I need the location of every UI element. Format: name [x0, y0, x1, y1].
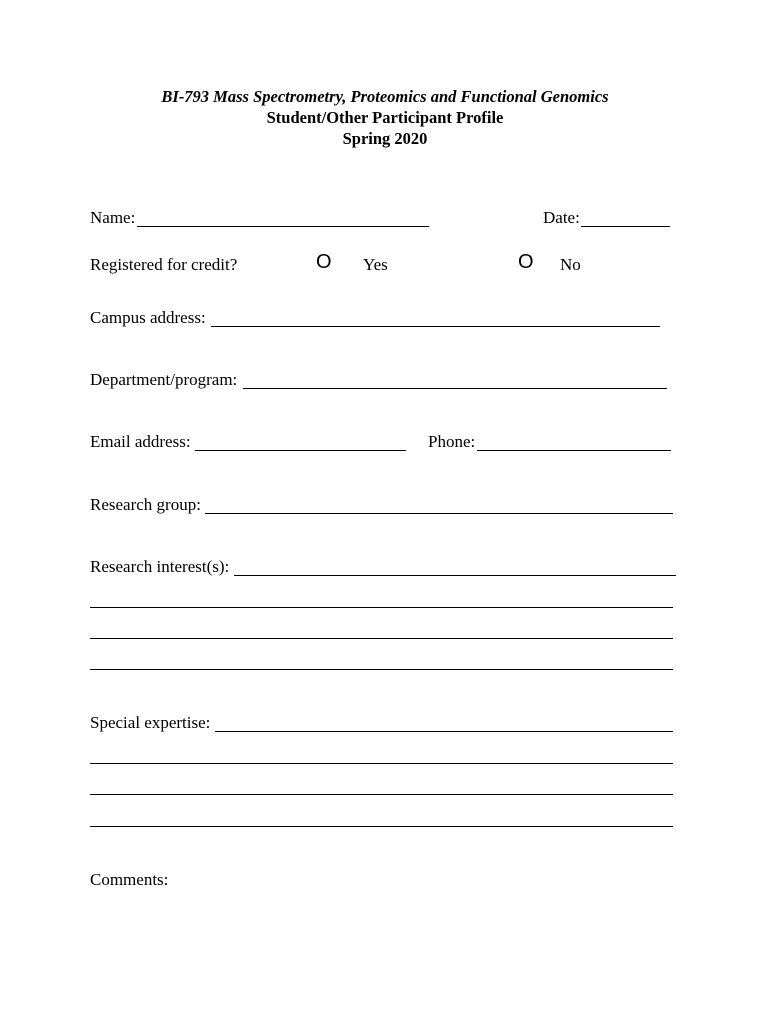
research-group-label: Research group:	[90, 495, 201, 514]
campus-address-field[interactable]	[211, 326, 660, 327]
term-label: Spring 2020	[342, 129, 428, 148]
research-interests-line[interactable]	[90, 669, 673, 670]
email-label: Email address:	[90, 432, 191, 451]
department-label: Department/program:	[90, 370, 238, 389]
department-field[interactable]	[243, 388, 667, 389]
phone-field[interactable]	[477, 450, 671, 451]
yes-label: Yes	[363, 255, 388, 274]
special-expertise-line[interactable]	[90, 763, 673, 764]
comments-label: Comments:	[90, 870, 169, 889]
research-interests-line[interactable]	[90, 638, 673, 639]
research-interests-line[interactable]	[90, 607, 673, 608]
research-group-field[interactable]	[205, 513, 673, 514]
phone-label: Phone:	[428, 432, 476, 451]
campus-address-label: Campus address:	[90, 308, 206, 327]
email-field[interactable]	[195, 450, 406, 451]
research-interests-label: Research interest(s):	[90, 557, 230, 576]
date-label: Date:	[543, 208, 580, 227]
yes-radio[interactable]: O	[316, 251, 332, 273]
special-expertise-field[interactable]	[215, 731, 673, 732]
registered-label: Registered for credit?	[90, 255, 238, 274]
course-title: BI-793 Mass Spectrometry, Proteomics and Functional Genomics	[161, 87, 609, 106]
no-label: No	[560, 255, 581, 274]
special-expertise-label: Special expertise:	[90, 713, 211, 732]
research-interests-field[interactable]	[234, 575, 676, 576]
date-field[interactable]	[581, 226, 670, 227]
special-expertise-line[interactable]	[90, 794, 673, 795]
form-header	[0, 86, 770, 149]
no-radio[interactable]: O	[518, 251, 534, 273]
special-expertise-line[interactable]	[90, 826, 673, 827]
name-field[interactable]	[137, 226, 429, 227]
name-label: Name:	[90, 208, 136, 227]
form-title: Student/Other Participant Profile	[266, 108, 504, 127]
